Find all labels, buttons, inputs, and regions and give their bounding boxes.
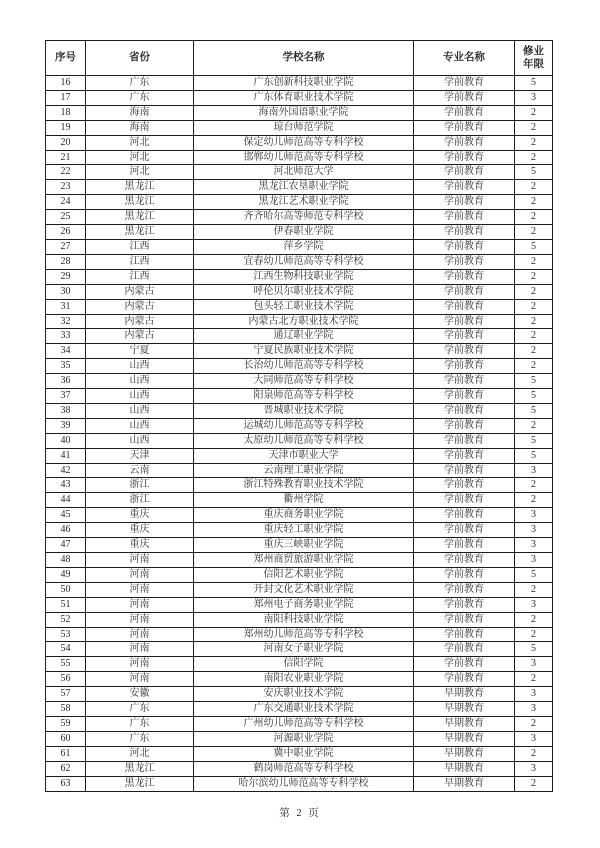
cell-index: 34: [46, 344, 86, 359]
table-row: [46, 329, 553, 344]
cell-school-name: 河南女子职业学院: [194, 642, 414, 657]
cell-index: 31: [46, 299, 86, 314]
cell-major-name: 学前教育: [414, 195, 515, 210]
table-row: [46, 761, 553, 776]
cell-school-name: 伊春职业学院: [194, 225, 414, 240]
cell-province: 河南: [86, 612, 194, 627]
cell-study-years: 2: [515, 180, 553, 195]
table-row: [46, 359, 553, 374]
table-row: [46, 90, 553, 105]
cell-major-name: 学前教育: [414, 210, 515, 225]
table-body: [46, 76, 553, 792]
cell-major-name: 学前教育: [414, 538, 515, 553]
cell-major-name: 学前教育: [414, 463, 515, 478]
cell-province: 河南: [86, 627, 194, 642]
cell-study-years: 2: [515, 359, 553, 374]
cell-province: 内蒙古: [86, 329, 194, 344]
cell-index: 16: [46, 76, 86, 91]
table-row: [46, 418, 553, 433]
cell-school-name: 保定幼儿师范高等专科学校: [194, 135, 414, 150]
cell-study-years: 5: [515, 165, 553, 180]
cell-study-years: 2: [515, 344, 553, 359]
table-row: [46, 731, 553, 746]
cell-study-years: 2: [515, 105, 553, 120]
cell-province: 黑龙江: [86, 761, 194, 776]
cell-study-years: 5: [515, 433, 553, 448]
cell-study-years: 5: [515, 76, 553, 91]
cell-major-name: 学前教育: [414, 105, 515, 120]
cell-province: 河南: [86, 597, 194, 612]
cell-school-name: 云南理工职业学院: [194, 463, 414, 478]
cell-school-name: 内蒙古北方职业技术学院: [194, 314, 414, 329]
cell-study-years: 2: [515, 225, 553, 240]
cell-index: 18: [46, 105, 86, 120]
cell-province: 河南: [86, 642, 194, 657]
cell-index: 57: [46, 687, 86, 702]
table-row: [46, 269, 553, 284]
cell-major-name: 学前教育: [414, 612, 515, 627]
cell-school-name: 浙江特殊教育职业技术学院: [194, 478, 414, 493]
cell-province: 山西: [86, 374, 194, 389]
table-row: [46, 716, 553, 731]
cell-study-years: 2: [515, 269, 553, 284]
cell-school-name: 运城幼儿师范高等专科学校: [194, 418, 414, 433]
cell-major-name: 学前教育: [414, 403, 515, 418]
cell-study-years: 2: [515, 254, 553, 269]
cell-school-name: 重庆轻工职业学院: [194, 523, 414, 538]
cell-study-years: 2: [515, 776, 553, 791]
cell-school-name: 信阳学院: [194, 657, 414, 672]
cell-province: 重庆: [86, 538, 194, 553]
cell-province: 江西: [86, 269, 194, 284]
cell-study-years: 2: [515, 627, 553, 642]
table-row: [46, 538, 553, 553]
cell-province: 内蒙古: [86, 299, 194, 314]
cell-province: 重庆: [86, 523, 194, 538]
cell-province: 广东: [86, 731, 194, 746]
cell-major-name: 学前教育: [414, 120, 515, 135]
table-row: [46, 776, 553, 791]
table-row: [46, 210, 553, 225]
cell-province: 安徽: [86, 687, 194, 702]
cell-school-name: 大同师范高等专科学校: [194, 374, 414, 389]
cell-province: 山西: [86, 359, 194, 374]
cell-index: 35: [46, 359, 86, 374]
cell-major-name: 学前教育: [414, 254, 515, 269]
cell-index: 29: [46, 269, 86, 284]
cell-index: 37: [46, 389, 86, 404]
cell-school-name: 太原幼儿师范高等专科学校: [194, 433, 414, 448]
cell-major-name: 学前教育: [414, 433, 515, 448]
cell-study-years: 5: [515, 389, 553, 404]
cell-index: 26: [46, 225, 86, 240]
cell-major-name: 学前教育: [414, 567, 515, 582]
table-row: [46, 672, 553, 687]
cell-study-years: 2: [515, 314, 553, 329]
cell-study-years: 3: [515, 463, 553, 478]
cell-province: 江西: [86, 254, 194, 269]
cell-school-name: 阳泉师范高等专科学校: [194, 389, 414, 404]
cell-major-name: 学前教育: [414, 329, 515, 344]
table-row: [46, 612, 553, 627]
table-row: [46, 553, 553, 568]
cell-school-name: 邯郸幼儿师范高等专科学校: [194, 150, 414, 165]
cell-study-years: 2: [515, 612, 553, 627]
cell-index: 28: [46, 254, 86, 269]
cell-province: 山西: [86, 403, 194, 418]
cell-study-years: 3: [515, 687, 553, 702]
table-row: [46, 746, 553, 761]
cell-major-name: 学前教育: [414, 478, 515, 493]
cell-school-name: 广州幼儿师范高等专科学校: [194, 716, 414, 731]
cell-school-name: 开封文化艺术职业学院: [194, 582, 414, 597]
cell-school-name: 重庆三峡职业学院: [194, 538, 414, 553]
cell-major-name: 早期教育: [414, 716, 515, 731]
cell-school-name: 宁夏民族职业技术学院: [194, 344, 414, 359]
cell-index: 52: [46, 612, 86, 627]
table-row: [46, 314, 553, 329]
cell-major-name: 学前教育: [414, 269, 515, 284]
cell-study-years: 3: [515, 523, 553, 538]
cell-major-name: 学前教育: [414, 582, 515, 597]
cell-major-name: 学前教育: [414, 642, 515, 657]
cell-province: 河北: [86, 165, 194, 180]
cell-index: 17: [46, 90, 86, 105]
cell-province: 山西: [86, 433, 194, 448]
cell-province: 广东: [86, 90, 194, 105]
cell-school-name: 冀中职业学院: [194, 746, 414, 761]
cell-school-name: 黑龙江农垦职业学院: [194, 180, 414, 195]
cell-index: 51: [46, 597, 86, 612]
cell-major-name: 早期教育: [414, 731, 515, 746]
cell-school-name: 郑州商贸旅游职业学院: [194, 553, 414, 568]
cell-index: 33: [46, 329, 86, 344]
cell-study-years: 3: [515, 597, 553, 612]
cell-index: 60: [46, 731, 86, 746]
cell-index: 21: [46, 150, 86, 165]
cell-study-years: 2: [515, 418, 553, 433]
cell-school-name: 河北师范大学: [194, 165, 414, 180]
cell-province: 河南: [86, 582, 194, 597]
table-row: [46, 567, 553, 582]
cell-index: 38: [46, 403, 86, 418]
cell-school-name: 海南外国语职业学院: [194, 105, 414, 120]
cell-major-name: 学前教育: [414, 225, 515, 240]
cell-study-years: 2: [515, 582, 553, 597]
cell-school-name: 郑州电子商务职业学院: [194, 597, 414, 612]
cell-province: 内蒙古: [86, 284, 194, 299]
cell-study-years: 2: [515, 150, 553, 165]
cell-study-years: 5: [515, 567, 553, 582]
table-header-row: [46, 41, 553, 76]
cell-index: 40: [46, 433, 86, 448]
cell-major-name: 学前教育: [414, 239, 515, 254]
cell-index: 25: [46, 210, 86, 225]
cell-province: 浙江: [86, 478, 194, 493]
cell-study-years: 3: [515, 553, 553, 568]
header-index: 序号: [46, 41, 86, 76]
table-row: [46, 627, 553, 642]
cell-major-name: 学前教育: [414, 597, 515, 612]
cell-school-name: 齐齐哈尔高等师范专科学校: [194, 210, 414, 225]
cell-province: 黑龙江: [86, 195, 194, 210]
cell-province: 黑龙江: [86, 776, 194, 791]
cell-province: 黑龙江: [86, 210, 194, 225]
cell-study-years: 2: [515, 210, 553, 225]
cell-major-name: 学前教育: [414, 76, 515, 91]
cell-school-name: 南阳科技职业学院: [194, 612, 414, 627]
cell-study-years: 3: [515, 731, 553, 746]
cell-study-years: 5: [515, 239, 553, 254]
schools-table: [45, 40, 553, 792]
cell-school-name: 晋城职业技术学院: [194, 403, 414, 418]
table-row: [46, 195, 553, 210]
header-school-name: 学校名称: [194, 41, 414, 76]
cell-major-name: 早期教育: [414, 702, 515, 717]
cell-province: 山西: [86, 389, 194, 404]
cell-major-name: 学前教育: [414, 284, 515, 299]
cell-index: 45: [46, 508, 86, 523]
cell-province: 云南: [86, 463, 194, 478]
table-row: [46, 165, 553, 180]
cell-province: 黑龙江: [86, 180, 194, 195]
cell-study-years: 3: [515, 538, 553, 553]
table-row: [46, 374, 553, 389]
cell-study-years: 3: [515, 761, 553, 776]
cell-school-name: 长治幼儿师范高等专科学校: [194, 359, 414, 374]
cell-study-years: 2: [515, 284, 553, 299]
cell-index: 20: [46, 135, 86, 150]
cell-study-years: 3: [515, 508, 553, 523]
cell-major-name: 学前教育: [414, 418, 515, 433]
cell-province: 广东: [86, 716, 194, 731]
table-row: [46, 120, 553, 135]
cell-index: 56: [46, 672, 86, 687]
cell-province: 河北: [86, 150, 194, 165]
cell-school-name: 包头轻工职业技术学院: [194, 299, 414, 314]
cell-index: 27: [46, 239, 86, 254]
cell-province: 海南: [86, 105, 194, 120]
cell-major-name: 学前教育: [414, 299, 515, 314]
cell-province: 江西: [86, 239, 194, 254]
cell-index: 44: [46, 493, 86, 508]
cell-index: 61: [46, 746, 86, 761]
cell-study-years: 2: [515, 195, 553, 210]
cell-province: 河南: [86, 657, 194, 672]
cell-school-name: 郑州幼儿师范高等专科学校: [194, 627, 414, 642]
cell-study-years: 2: [515, 746, 553, 761]
cell-study-years: 5: [515, 374, 553, 389]
table-row: [46, 433, 553, 448]
cell-study-years: 2: [515, 672, 553, 687]
cell-major-name: 学前教育: [414, 493, 515, 508]
cell-school-name: 衢州学院: [194, 493, 414, 508]
cell-study-years: 2: [515, 329, 553, 344]
cell-study-years: 5: [515, 448, 553, 463]
cell-study-years: 5: [515, 403, 553, 418]
cell-province: 重庆: [86, 508, 194, 523]
cell-major-name: 学前教育: [414, 627, 515, 642]
table-row: [46, 284, 553, 299]
cell-index: 22: [46, 165, 86, 180]
cell-school-name: 琼台师范学院: [194, 120, 414, 135]
cell-study-years: 5: [515, 642, 553, 657]
cell-major-name: 早期教育: [414, 761, 515, 776]
cell-index: 48: [46, 553, 86, 568]
table-row: [46, 687, 553, 702]
table-row: [46, 76, 553, 91]
cell-province: 广东: [86, 702, 194, 717]
cell-province: 河南: [86, 567, 194, 582]
cell-school-name: 天津市职业大学: [194, 448, 414, 463]
table-row: [46, 344, 553, 359]
cell-province: 山西: [86, 418, 194, 433]
cell-school-name: 江西生物科技职业学院: [194, 269, 414, 284]
cell-major-name: 学前教育: [414, 314, 515, 329]
cell-major-name: 学前教育: [414, 448, 515, 463]
header-province: 省份: [86, 41, 194, 76]
cell-major-name: 学前教育: [414, 90, 515, 105]
cell-school-name: 广东创新科技职业学院: [194, 76, 414, 91]
cell-study-years: 2: [515, 135, 553, 150]
cell-index: 58: [46, 702, 86, 717]
table-row: [46, 105, 553, 120]
table-row: [46, 254, 553, 269]
cell-study-years: 3: [515, 702, 553, 717]
cell-index: 55: [46, 657, 86, 672]
cell-province: 广东: [86, 76, 194, 91]
cell-province: 黑龙江: [86, 225, 194, 240]
table-row: [46, 180, 553, 195]
cell-major-name: 学前教育: [414, 553, 515, 568]
cell-index: 30: [46, 284, 86, 299]
cell-major-name: 学前教育: [414, 150, 515, 165]
cell-school-name: 鹤岗师范高等专科学校: [194, 761, 414, 776]
table-row: [46, 150, 553, 165]
table-row: [46, 225, 553, 240]
cell-major-name: 早期教育: [414, 746, 515, 761]
cell-index: 62: [46, 761, 86, 776]
cell-index: 43: [46, 478, 86, 493]
table-row: [46, 508, 553, 523]
cell-school-name: 广东体育职业技术学院: [194, 90, 414, 105]
table-row: [46, 493, 553, 508]
cell-school-name: 萍乡学院: [194, 239, 414, 254]
table-row: [46, 582, 553, 597]
cell-index: 41: [46, 448, 86, 463]
cell-province: 河北: [86, 135, 194, 150]
cell-province: 内蒙古: [86, 314, 194, 329]
cell-index: 32: [46, 314, 86, 329]
cell-school-name: 呼伦贝尔职业技术学院: [194, 284, 414, 299]
table-row: [46, 657, 553, 672]
table-row: [46, 523, 553, 538]
cell-province: 天津: [86, 448, 194, 463]
table-row: [46, 448, 553, 463]
table-row: [46, 463, 553, 478]
cell-index: 47: [46, 538, 86, 553]
cell-school-name: 安庆职业技术学院: [194, 687, 414, 702]
cell-school-name: 河源职业学院: [194, 731, 414, 746]
header-major-name: 专业名称: [414, 41, 515, 76]
cell-major-name: 学前教育: [414, 359, 515, 374]
page-number: 第 2 页: [279, 808, 321, 819]
cell-index: 49: [46, 567, 86, 582]
cell-index: 46: [46, 523, 86, 538]
cell-province: 海南: [86, 120, 194, 135]
cell-study-years: 2: [515, 120, 553, 135]
cell-study-years: 2: [515, 478, 553, 493]
table-row: [46, 299, 553, 314]
cell-province: 河北: [86, 746, 194, 761]
cell-study-years: 3: [515, 90, 553, 105]
table-row: [46, 403, 553, 418]
cell-school-name: 通辽职业学院: [194, 329, 414, 344]
cell-index: 24: [46, 195, 86, 210]
cell-school-name: 广东交通职业技术学院: [194, 702, 414, 717]
cell-major-name: 早期教育: [414, 687, 515, 702]
cell-major-name: 学前教育: [414, 508, 515, 523]
cell-index: 39: [46, 418, 86, 433]
cell-school-name: 宜春幼儿师范高等专科学校: [194, 254, 414, 269]
cell-province: 河南: [86, 553, 194, 568]
table-row: [46, 389, 553, 404]
cell-province: 宁夏: [86, 344, 194, 359]
table-row: [46, 642, 553, 657]
cell-major-name: 学前教育: [414, 135, 515, 150]
cell-school-name: 信阳艺术职业学院: [194, 567, 414, 582]
cell-major-name: 学前教育: [414, 165, 515, 180]
table-row: [46, 135, 553, 150]
cell-major-name: 学前教育: [414, 657, 515, 672]
cell-index: 53: [46, 627, 86, 642]
cell-major-name: 学前教育: [414, 180, 515, 195]
cell-school-name: 黑龙江艺术职业学院: [194, 195, 414, 210]
table-row: [46, 597, 553, 612]
cell-major-name: 学前教育: [414, 389, 515, 404]
cell-major-name: 早期教育: [414, 776, 515, 791]
cell-study-years: 2: [515, 299, 553, 314]
header-study-years: 修业年限: [515, 41, 553, 76]
cell-index: 19: [46, 120, 86, 135]
cell-province: 浙江: [86, 493, 194, 508]
cell-index: 59: [46, 716, 86, 731]
table-row: [46, 239, 553, 254]
cell-major-name: 学前教育: [414, 523, 515, 538]
table-row: [46, 702, 553, 717]
cell-study-years: 3: [515, 657, 553, 672]
cell-study-years: 2: [515, 493, 553, 508]
cell-study-years: 2: [515, 716, 553, 731]
cell-index: 50: [46, 582, 86, 597]
cell-school-name: 南阳农业职业学院: [194, 672, 414, 687]
cell-major-name: 学前教育: [414, 344, 515, 359]
cell-major-name: 学前教育: [414, 374, 515, 389]
cell-index: 54: [46, 642, 86, 657]
cell-index: 63: [46, 776, 86, 791]
cell-province: 河南: [86, 672, 194, 687]
cell-school-name: 重庆商务职业学院: [194, 508, 414, 523]
cell-index: 36: [46, 374, 86, 389]
cell-index: 23: [46, 180, 86, 195]
table-row: [46, 478, 553, 493]
cell-index: 42: [46, 463, 86, 478]
cell-school-name: 哈尔滨幼儿师范高等专科学校: [194, 776, 414, 791]
cell-major-name: 学前教育: [414, 672, 515, 687]
